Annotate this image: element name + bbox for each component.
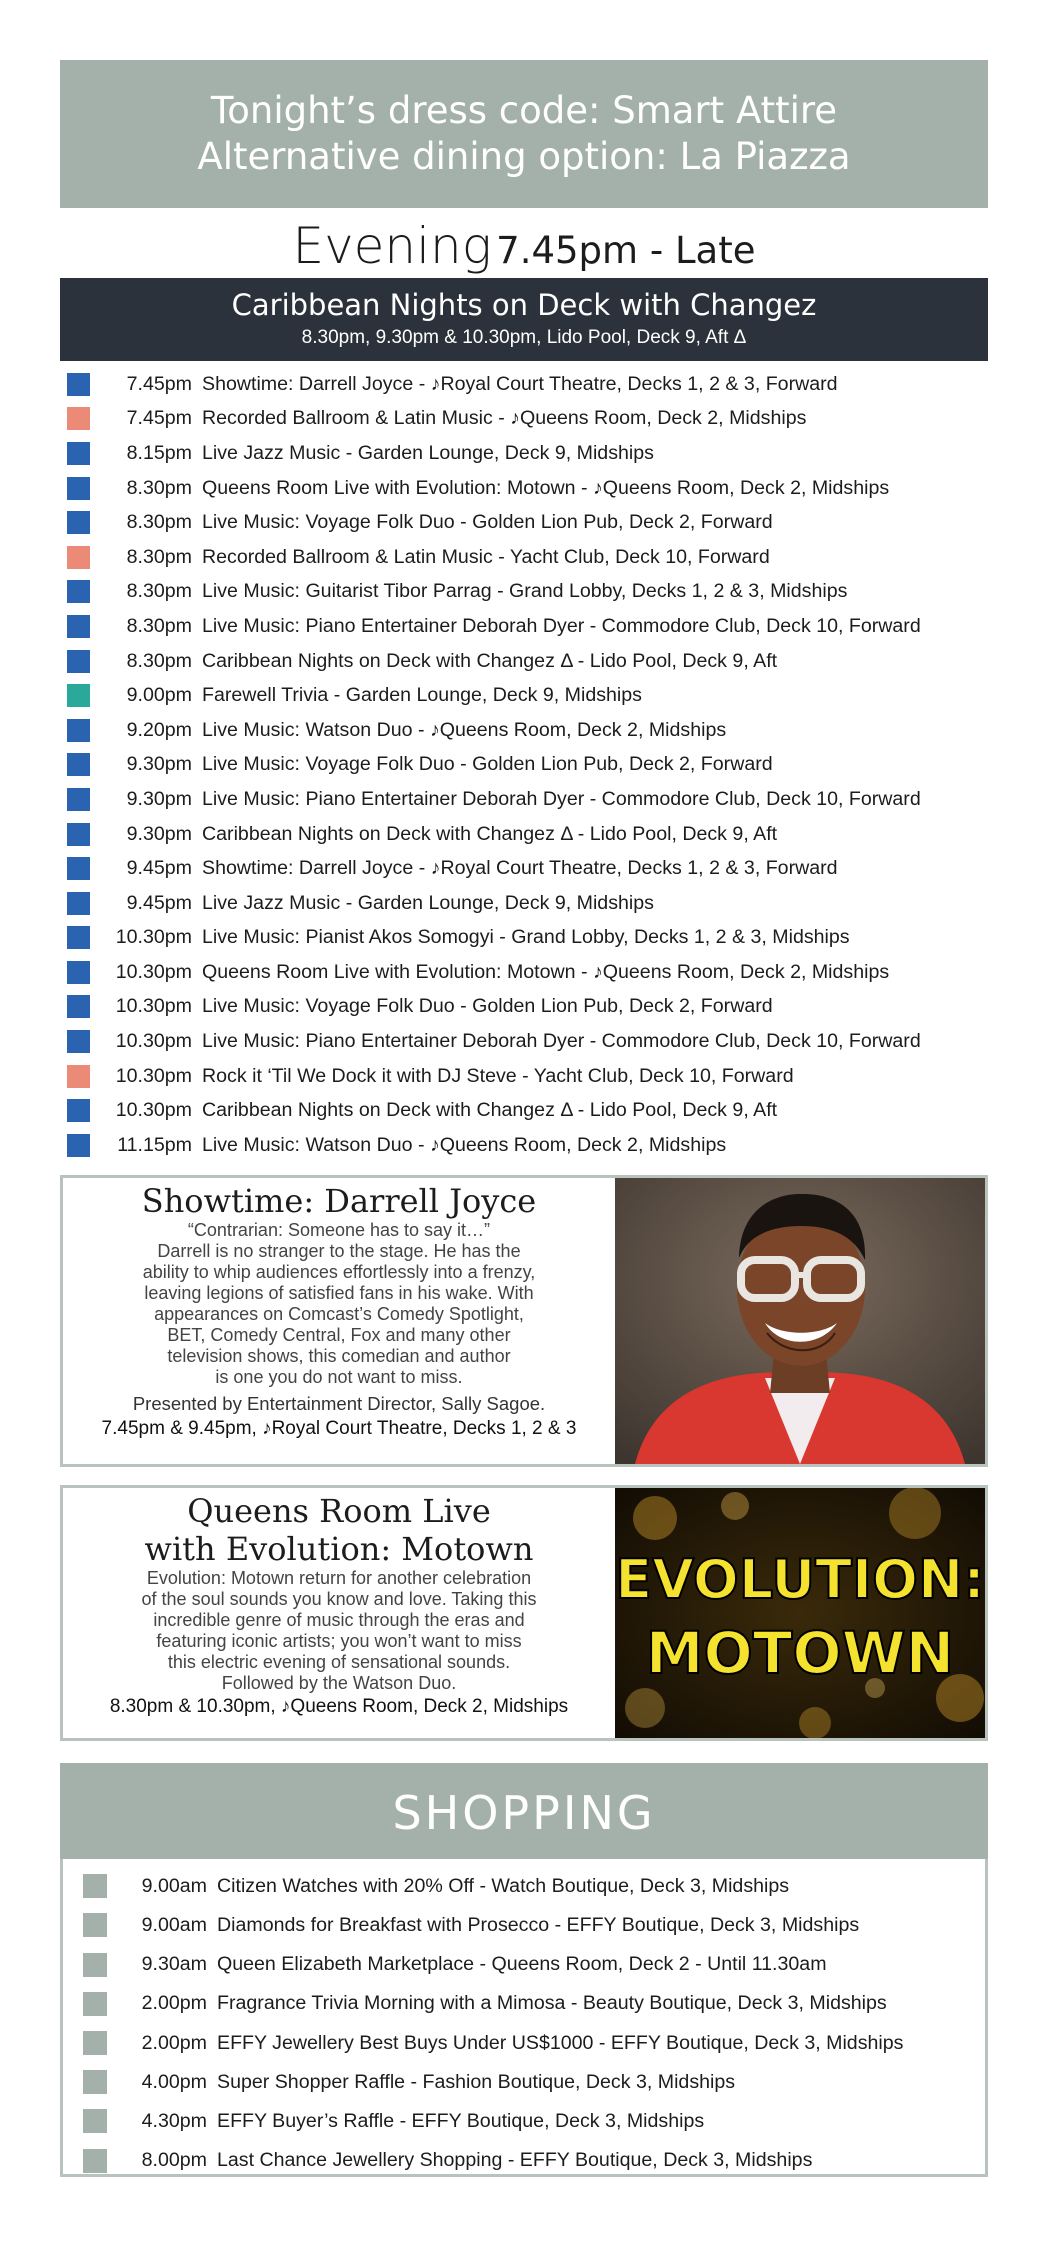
event-description: Caribbean Nights on Deck with Changez Δ - Lido Pool, Deck 9, Aft [202,649,778,672]
showtime-when: 7.45pm & 9.45pm, ♪Royal Court Theatre, Decks 1, 2 & 3 [101,1417,577,1439]
shopping-marker [83,2149,107,2173]
event-time: 7.45pm [126,407,192,430]
event-time: 10.30pm [115,995,192,1018]
event-item [60,1024,988,1059]
event-time: 8.30pm [126,476,192,499]
evening-heading [60,208,988,278]
shopping-marker [83,1953,107,1977]
event-category-marker [67,753,90,776]
shopping-item [63,1867,985,1906]
event-item [60,921,988,956]
event-time: 9.30pm [126,787,192,810]
event-category-marker [67,580,90,603]
logo-line-2: MOTOWN [645,1618,955,1687]
event-description: Caribbean Nights on Deck with Changez Δ - Lido Pool, Deck 9, Aft [202,1099,778,1122]
event-time: 8.30pm [126,580,192,603]
shopping-panel [60,1859,988,2177]
event-description: Rock it ‘Til We Dock it with DJ Steve - Yacht Club, Deck 10, Forward [202,1064,794,1087]
featured-event-title: Caribbean Nights on Deck with Changez [231,288,817,322]
event-description: Live Music: Pianist Akos Somogyi - Grand Lobby, Decks 1, 2 & 3, Midships [202,926,850,949]
evening-title: Evening [292,217,492,275]
event-time: 9.30pm [126,753,192,776]
shopping-marker [83,1874,107,1898]
shopping-description: Citizen Watches with 20% Off - Watch Boutique, Deck 3, Midships [217,1874,790,1897]
event-category-marker [67,477,90,500]
shopping-time: 9.30am [141,1953,207,1976]
description-line: Followed by the Watson Duo. [221,1672,457,1693]
description-line: featuring iconic artists; you won’t want to miss [156,1630,522,1651]
event-description: Recorded Ballroom & Latin Music - Yacht Club, Deck 10, Forward [202,545,770,568]
event-item [60,817,988,852]
dress-code-panel [60,60,988,208]
showtime-title: Showtime: Darrell Joyce [141,1181,537,1220]
event-category-marker [67,1099,90,1122]
event-time: 10.30pm [115,926,192,949]
event-category-marker [67,892,90,915]
description-line: this electric evening of sensational sounds. [167,1651,511,1672]
description-line: Darrell is no stranger to the stage. He has the [157,1240,521,1261]
event-description: Queens Room Live with Evolution: Motown - ♪Queens Room, Deck 2, Midships [202,960,890,983]
shopping-item [63,1984,985,2023]
shopping-marker [83,2031,107,2055]
event-category-marker [67,373,90,396]
shopping-marker [83,2070,107,2094]
event-description: Live Music: Voyage Folk Duo - Golden Lion Pub, Deck 2, Forward [202,753,773,776]
queens-room-description [69,1568,609,1694]
event-description: Showtime: Darrell Joyce - ♪Royal Court Theatre, Decks 1, 2 & 3, Forward [202,372,838,395]
showtime-text [63,1178,615,1464]
shopping-time: 4.30pm [141,2109,207,2132]
event-category-marker [67,684,90,707]
description-line: of the soul sounds you know and love. Taking this [141,1588,537,1609]
event-category-marker [67,961,90,984]
event-item [60,1093,988,1128]
event-item [60,851,988,886]
event-description: Farewell Trivia - Garden Lounge, Deck 9, Midships [202,684,642,707]
event-item [60,748,988,783]
event-category-marker [67,1065,90,1088]
shopping-item [63,2141,985,2180]
event-time: 8.15pm [126,441,192,464]
event-category-marker [67,511,90,534]
shopping-marker [83,2109,107,2133]
event-item [60,955,988,990]
showtime-presenter: Presented by Entertainment Director, Sally Sagoe. [132,1392,546,1414]
queens-room-when: 8.30pm & 10.30pm, ♪Queens Room, Deck 2, Midships [109,1695,569,1717]
event-time: 7.45pm [126,372,192,395]
event-category-marker [67,926,90,949]
event-description: Recorded Ballroom & Latin Music - ♪Queens Room, Deck 2, Midships [202,407,807,430]
featured-event-banner [60,278,988,361]
shopping-description: Super Shopper Raffle - Fashion Boutique, Deck 3, Midships [217,2070,736,2093]
event-item [60,1128,988,1163]
event-description: Showtime: Darrell Joyce - ♪Royal Court Theatre, Decks 1, 2 & 3, Forward [202,857,838,880]
event-category-marker [67,407,90,430]
queens-room-text [63,1488,615,1738]
event-description: Live Music: Watson Duo - ♪Queens Room, Deck 2, Midships [202,718,727,741]
event-time: 9.20pm [126,718,192,741]
queens-room-card [60,1485,988,1741]
event-item [60,505,988,540]
description-line: “Contrarian: Someone has to say it…” [187,1219,491,1240]
shopping-time: 2.00pm [141,2031,207,2054]
dining-option-text: Alternative dining option: La Piazza [197,135,851,178]
evolution-motown-logo [615,1488,985,1738]
event-time: 8.30pm [126,511,192,534]
description-line: ability to whip audiences effortlessly into a frenzy, [142,1261,536,1282]
event-description: Live Music: Watson Duo - ♪Queens Room, Deck 2, Midships [202,1133,727,1156]
performer-photo-illustration [615,1178,985,1464]
event-item [60,1059,988,1094]
shopping-item [63,1906,985,1945]
event-time: 10.30pm [115,960,192,983]
event-item [60,367,988,402]
shopping-time: 8.00pm [141,2149,207,2172]
event-category-marker [67,857,90,880]
featured-event-details: 8.30pm, 9.30pm & 10.30pm, Lido Pool, Deck 9, Aft Δ [301,327,747,348]
shopping-description: Last Chance Jewellery Shopping - EFFY Boutique, Deck 3, Midships [217,2149,813,2172]
event-time: 8.30pm [126,649,192,672]
event-time: 10.30pm [115,1064,192,1087]
event-description: Live Music: Voyage Folk Duo - Golden Lion Pub, Deck 2, Forward [202,511,773,534]
event-category-marker [67,788,90,811]
dress-code-text: Tonight’s dress code: Smart Attire [210,89,838,132]
event-time: 9.45pm [126,891,192,914]
event-item [60,886,988,921]
queens-room-title-1: Queens Room Live [187,1491,491,1530]
shopping-time: 9.00am [141,1874,207,1897]
event-description: Live Music: Guitarist Tibor Parrag - Grand Lobby, Decks 1, 2 & 3, Midships [202,580,848,603]
shopping-item [63,2023,985,2062]
shopping-description: EFFY Jewellery Best Buys Under US$1000 - EFFY Boutique, Deck 3, Midships [217,2031,904,2054]
event-time: 9.00pm [126,684,192,707]
description-line: incredible genre of music through the eras and [153,1609,525,1630]
event-item [60,471,988,506]
evening-events-list [60,361,988,1163]
shopping-time: 9.00am [141,1913,207,1936]
event-description: Live Music: Voyage Folk Duo - Golden Lion Pub, Deck 2, Forward [202,995,773,1018]
event-description: Live Jazz Music - Garden Lounge, Deck 9, Midships [202,441,654,464]
event-item [60,575,988,610]
evening-time: 7.45pm - Late [496,229,756,272]
event-time: 8.30pm [126,545,192,568]
event-item [60,713,988,748]
shopping-description: Fragrance Trivia Morning with a Mimosa - Beauty Boutique, Deck 3, Midships [217,1992,887,2015]
shopping-marker [83,1992,107,2016]
shopping-time: 2.00pm [141,1992,207,2015]
event-time: 9.45pm [126,857,192,880]
event-category-marker [67,546,90,569]
evolution-motown-poster [615,1488,985,1738]
logo-line-1: EVOLUTION: [615,1547,985,1611]
event-description: Live Music: Piano Entertainer Deborah Dyer - Commodore Club, Deck 10, Forward [202,1030,921,1053]
shopping-marker [83,1913,107,1937]
event-time: 8.30pm [126,614,192,637]
shopping-description: Queen Elizabeth Marketplace - Queens Room, Deck 2 - Until 11.30am [217,1953,827,1976]
shopping-list [63,1859,985,2181]
event-category-marker [67,719,90,742]
event-category-marker [67,995,90,1018]
event-category-marker [67,1030,90,1053]
shopping-description: EFFY Buyer’s Raffle - EFFY Boutique, Deck 3, Midships [217,2109,705,2132]
daily-programme-page [60,60,988,2177]
event-category-marker [67,823,90,846]
description-line: BET, Comedy Central, Fox and many other [167,1324,511,1345]
showtime-card [60,1175,988,1467]
description-line: appearances on Comcast’s Comedy Spotlight, [154,1303,524,1324]
event-description: Live Music: Piano Entertainer Deborah Dyer - Commodore Club, Deck 10, Forward [202,614,921,637]
shopping-item [63,2063,985,2102]
event-time: 10.30pm [115,1099,192,1122]
event-time: 9.30pm [126,822,192,845]
event-time: 10.30pm [115,1030,192,1053]
queens-room-title-2: with Evolution: Motown [144,1529,534,1568]
event-category-marker [67,615,90,638]
event-item [60,678,988,713]
shopping-description: Diamonds for Breakfast with Prosecco - EFFY Boutique, Deck 3, Midships [217,1913,860,1936]
event-description: Live Music: Piano Entertainer Deborah Dyer - Commodore Club, Deck 10, Forward [202,787,921,810]
event-item [60,402,988,437]
event-description: Caribbean Nights on Deck with Changez Δ - Lido Pool, Deck 9, Aft [202,822,778,845]
shopping-time: 4.00pm [141,2070,207,2093]
showtime-description [69,1220,609,1388]
event-item [60,644,988,679]
event-category-marker [67,442,90,465]
event-item [60,609,988,644]
description-line: Evolution: Motown return for another celebration [146,1567,532,1588]
event-time: 11.15pm [117,1133,192,1156]
description-line: is one you do not want to miss. [215,1366,463,1387]
description-line: television shows, this comedian and author [167,1345,511,1366]
event-description: Live Jazz Music - Garden Lounge, Deck 9, Midships [202,891,654,914]
event-item [60,436,988,471]
shopping-item [63,1945,985,1984]
event-item [60,540,988,575]
event-category-marker [67,650,90,673]
event-item [60,782,988,817]
event-description: Queens Room Live with Evolution: Motown - ♪Queens Room, Deck 2, Midships [202,476,890,499]
shopping-heading: SHOPPING [60,1763,988,1859]
event-category-marker [67,1134,90,1157]
performer-photo [615,1178,985,1464]
event-item [60,990,988,1025]
description-line: leaving legions of satisfied fans in his wake. With [144,1282,534,1303]
shopping-item [63,2102,985,2141]
